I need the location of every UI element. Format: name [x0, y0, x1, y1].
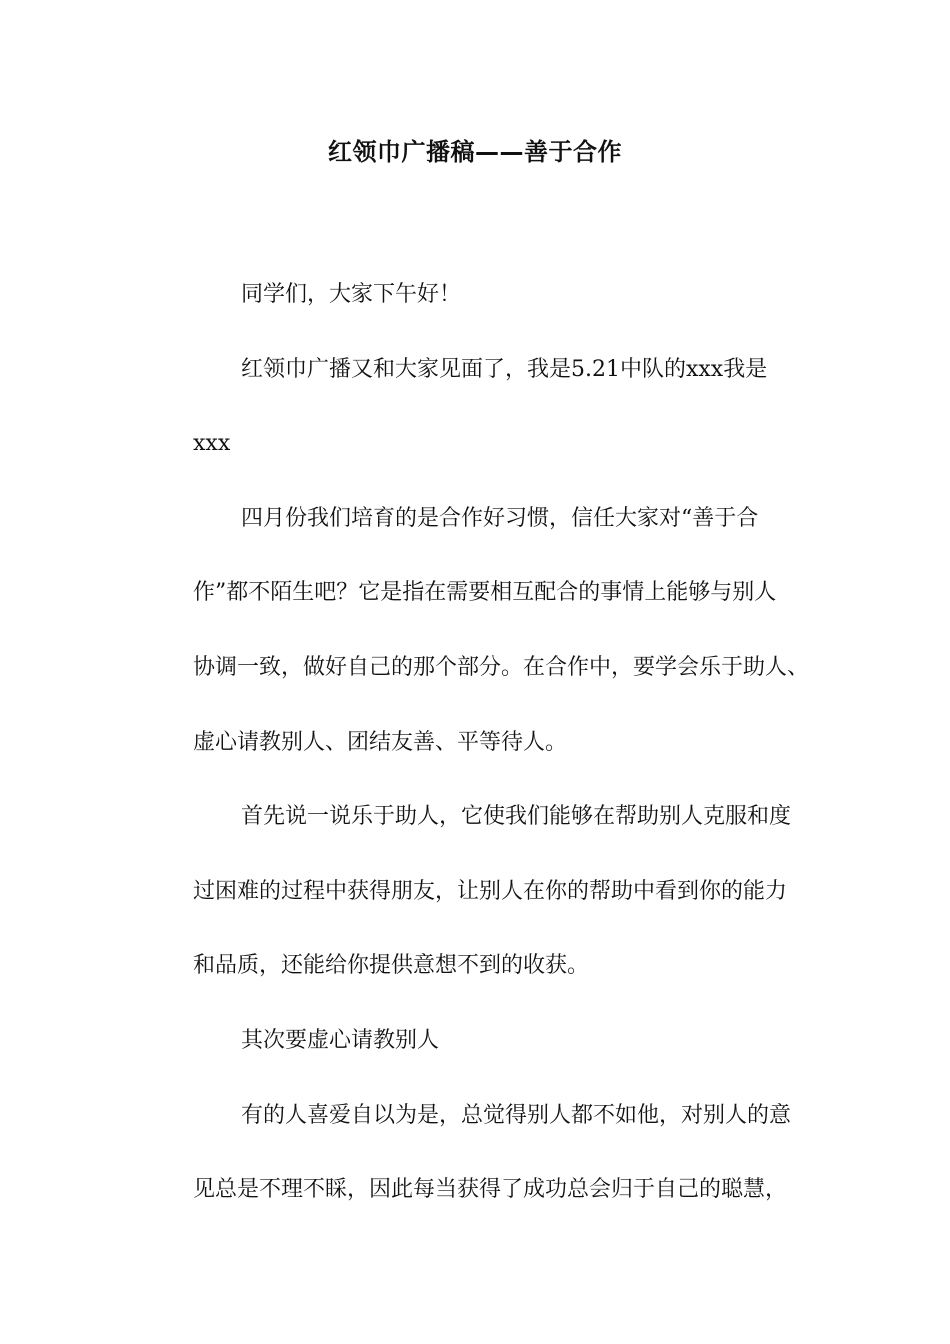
paragraph-greeting	[145, 258, 825, 333]
paragraph-line: 四月份我们培育的是合作好习惯，信任大家对“善于合	[241, 505, 759, 531]
paragraph-introduction	[145, 333, 825, 482]
paragraph-line: 其次要虚心请教别人	[241, 1027, 440, 1053]
paragraph-cooperation-habit	[145, 482, 825, 780]
paragraph-helping-others	[145, 780, 825, 1004]
document-title: 红领巾广播稿——善于合作	[328, 138, 622, 166]
paragraph-self-righteous	[145, 1079, 825, 1228]
paragraph-line: 和品质，还能给你提供意想不到的收获。	[193, 953, 590, 979]
paragraph-line: 见总是不理不睬，因此每当获得了成功总会归于自己的聪慧，	[193, 1177, 788, 1203]
paragraph-line: 同学们，大家下午好！	[241, 282, 462, 307]
paragraph-line: 有的人喜爱自以为是，总觉得别人都不如他，对别人的意	[241, 1102, 792, 1128]
paragraph-line: 虚心请教别人、团结友善、平等待人。	[193, 729, 568, 755]
paragraph-line: 红领巾广播又和大家见面了，我是5.21中队的xxx我是	[241, 356, 768, 382]
paragraph-line: 协调一致，做好自己的那个部分。在合作中，要学会乐于助人、	[193, 654, 810, 680]
paragraph-line: 过困难的过程中获得朋友，让别人在你的帮助中看到你的能力	[193, 878, 788, 904]
paragraph-ask-for-advice-heading	[145, 1004, 825, 1079]
paragraph-line: xxx	[193, 431, 231, 457]
paragraph-line: 作”都不陌生吧？它是指在需要相互配合的事情上能够与别人	[193, 580, 777, 606]
paragraph-line: 首先说一说乐于助人，它使我们能够在帮助别人克服和度	[241, 804, 792, 830]
document-body	[145, 258, 825, 1228]
